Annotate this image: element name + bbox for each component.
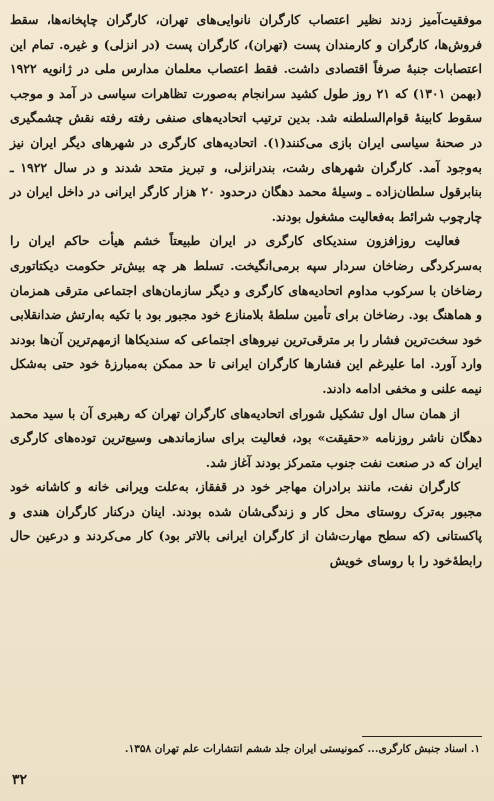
footnote-divider xyxy=(362,736,482,737)
page-number: ۳۲ xyxy=(12,772,28,788)
paragraph-1: موفقیت‌آمیز زدند نظیر اعتصاب کارگران نانوایی‌های تهران، کارگران چاپخانه‌ها، سقط فروش‌ها، کارگران و کارمندان پست (تهران)، کارگران پست (در انزلی) و غیره. تمام این اعتصابات جنبهٔ صرفاً اقتصادی داشت. فقط اعتصاب معلمان مدارس ملی در ژانویه ۱۹۲۲ (بهمن ۱۳۰۱) که ۲۱ روز طول کشید سرانجام به‌صورت تظاهرات سیاسی در آمد و موجب سقوط کابینهٔ قوام‌السلطنه شد. بدین ترتیب اتحادیه‌های صنفی رفته رفته نقش چشمگیری در صحنهٔ سیاسی ایران بازی می‌کنند(۱). اتحادیه‌های کارگری در شهرهای دیگر ایران نیز به‌وجود آمد. کارگران شهرهای رشت، بندرانزلی، و تبریز متحد شدند و در سال ۱۹۲۲ ـ بنابرقول سلطان‌زاده ـ وسیلهٔ محمد دهگان درحدود ۲۰ هزار کارگر ایرانی در داخل ایران در چارچوب شرائط به‌فعالیت مشغول بودند. xyxy=(10,12,483,224)
paragraph-3: از همان سال اول تشکیل شورای اتحادیه‌های کارگران تهران که رهبری آن با سید محمد دهگان ناشر روزنامه «حقیقت» بود، فعالیت برای سازماندهی وسیع‌ترین توده‌های کارگری ایران که در صنعت نفت جنوب متمرکز بودند آغاز شد. xyxy=(10,405,482,470)
paragraph-2: فعالیت روزافزون سندیکای کارگری در ایران طبیعتاً خشم هیأت حاکم ایران را به‌سرکردگی رضاخان سردار سپه برمی‌انگیخت. تسلط هر چه بیش‌تر حکومت دیکتاتوری رضاخان با سرکوب مداوم اتحادیه‌های کارگری و دیگر سازمان‌های اجتماعی مترقی همزمان و هماهنگ بود. رضاخان برای تأمین سلطهٔ بلامنازع خود مجبور بود با تکیه به‌ارتش ضدانقلابی خود سخت‌ترین فشار را بر مترقی‌ترین نیروهای اجتماعی که سندیکاها ازمهم‌ترین آن‌ها بودند وارد آورد. اما علیرغم این فشارها کارگران ایرانی تا حد ممکن به‌مبارزهٔ خود حتی به‌شکل نیمه علنی و مخفی ادامه دادند. xyxy=(10,233,482,396)
paragraph-4: کارگران نفت، مانند برادران مهاجر خود در قفقاز، به‌علت ویرانی خانه و کاشانه خود مجبور به‌ترک روستای محل کار و زندگی‌شان شده بودند. اینان درکنار کارگران هندی و پاکستانی (که سطح مهارت‌شان از کارگران ایرانی بالاتر بود) کار می‌کردند و درعین حال رابطهٔ‌خود را با روسای خویش xyxy=(10,479,482,569)
main-text xyxy=(10,8,482,574)
footnote: ۱. اسناد جنبش کارگری... کمونیستی ایران جلد ششم انتشارات علم تهران ۱۳۵۸. xyxy=(124,743,480,755)
